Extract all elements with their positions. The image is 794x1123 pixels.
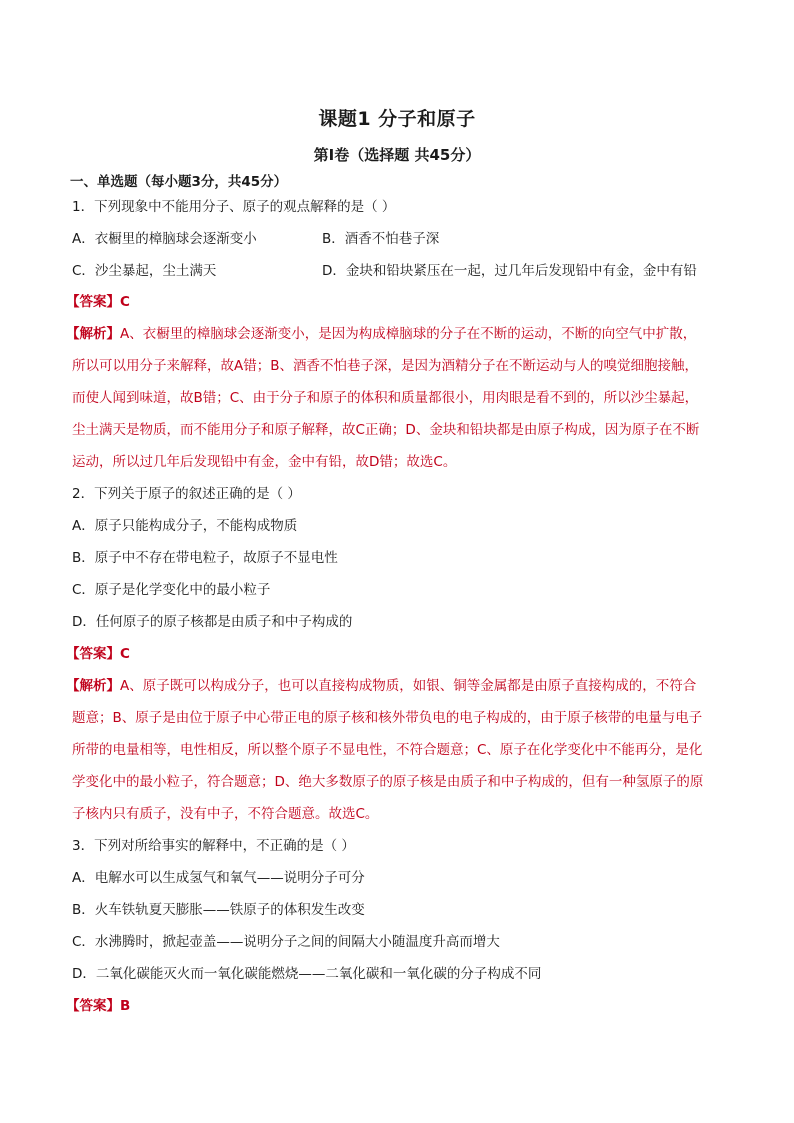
q3-option-c: C．水沸腾时，掀起壶盖——说明分子之间的间隔大小随温度升高而增大 [72,934,500,950]
q2-analysis-line-4: 学变化中的最小粒子，符合题意；D、绝大多数原子的原子核是由质子和中子构成的，但有一种氢原子的原 [72,774,704,790]
q1-analysis-line-5: 运动，所以过几年后发现铅中有金，金中有铅，故D错；故选C。 [72,454,457,470]
q2-answer [66,645,726,663]
q2-answer-value: C [120,646,130,662]
q2-option-b: B．原子中不存在带电粒子，故原子不显电性 [72,550,338,566]
q2-analysis-line-5: 子核内只有质子，没有中子，不符合题意。故选C。 [72,806,379,822]
q1-analysis-label: 【解析】 [66,326,120,342]
q1-analysis-line-2: 所以可以用分子来解释，故A错；B、酒香不怕巷子深，是因为酒精分子在不断运动与人的嗅觉细胞接触， [72,358,698,374]
q1-analysis-line-1 [66,325,726,343]
q2-analysis-line-3: 所带的电量相等，电性相反，所以整个原子不显电性，不符合题意；C、原子在化学变化中不能再分，是化 [72,742,703,758]
page-title: 课题1 分子和原子 [318,108,476,130]
q1-option-a: A．衣橱里的樟脑球会逐渐变小 [72,231,257,247]
q2-analysis-text: A、原子既可以构成分子，也可以直接构成物质，如银、铜等金属都是由原子直接构成的，不符合 [120,678,697,694]
q3-answer [66,997,726,1015]
q1-answer-label: 【答案】 [66,294,120,310]
q1-analysis-line-3: 而使人闻到味道，故B错；C、由于分子和原子的体积和质量都很小，用肉眼是看不到的，所以沙尘暴起， [72,390,699,406]
q2-option-a: A．原子只能构成分子，不能构成物质 [72,518,298,534]
q3-answer-label: 【答案】 [66,998,120,1014]
q1-answer-value: C [120,294,130,310]
q2-option-d: D．任何原子的原子核都是由质子和中子构成的 [72,614,353,630]
q2-analysis-line-2: 题意；B、原子是由位于原子中心带正电的原子核和核外带负电的电子构成的，由于原子核带的电量与电子 [72,710,703,726]
q1-analysis-text: A、衣橱里的樟脑球会逐渐变小，是因为构成樟脑球的分子在不断的运动，不断的向空气中扩散， [120,326,697,342]
q1-options-row-2 [72,262,732,280]
q3-option-b: B．火车铁轨夏天膨胀——铁原子的体积发生改变 [72,902,365,918]
q1-analysis-line-4: 尘土满天是物质，而不能用分子和原子解释，故C正确；D、金块和铅块都是由原子构成，因为原子在不断 [72,422,700,438]
q2-answer-label: 【答案】 [66,646,120,662]
q2-analysis-line-1 [66,677,726,695]
q1-option-c: C．沙尘暴起，尘土满天 [72,263,217,279]
section-subtitle: 第Ⅰ卷（选择题 共45分） [313,146,481,164]
q1-option-d: D．金块和铅块紧压在一起，过几年后发现铅中有金，金中有铅 [322,263,697,279]
q1-answer [66,293,726,311]
q1-stem: 1．下列现象中不能用分子、原子的观点解释的是（ ） [72,199,396,215]
question-section-heading: 一、单选题（每小题3分，共45分） [70,174,288,190]
q2-stem: 2．下列关于原子的叙述正确的是（ ） [72,486,301,502]
q1-options-row-1 [72,230,732,248]
q3-answer-value: B [120,998,131,1014]
q3-stem: 3．下列对所给事实的解释中，不正确的是（ ） [72,838,355,854]
q2-option-c: C．原子是化学变化中的最小粒子 [72,582,271,598]
q3-option-d: D．二氧化碳能灭火而一氧化碳能燃烧——二氧化碳和一氧化碳的分子构成不同 [72,966,542,982]
q2-analysis-label: 【解析】 [66,678,120,694]
q3-option-a: A．电解水可以生成氢气和氧气——说明分子可分 [72,870,365,886]
q1-option-b: B．酒香不怕巷子深 [322,231,440,247]
